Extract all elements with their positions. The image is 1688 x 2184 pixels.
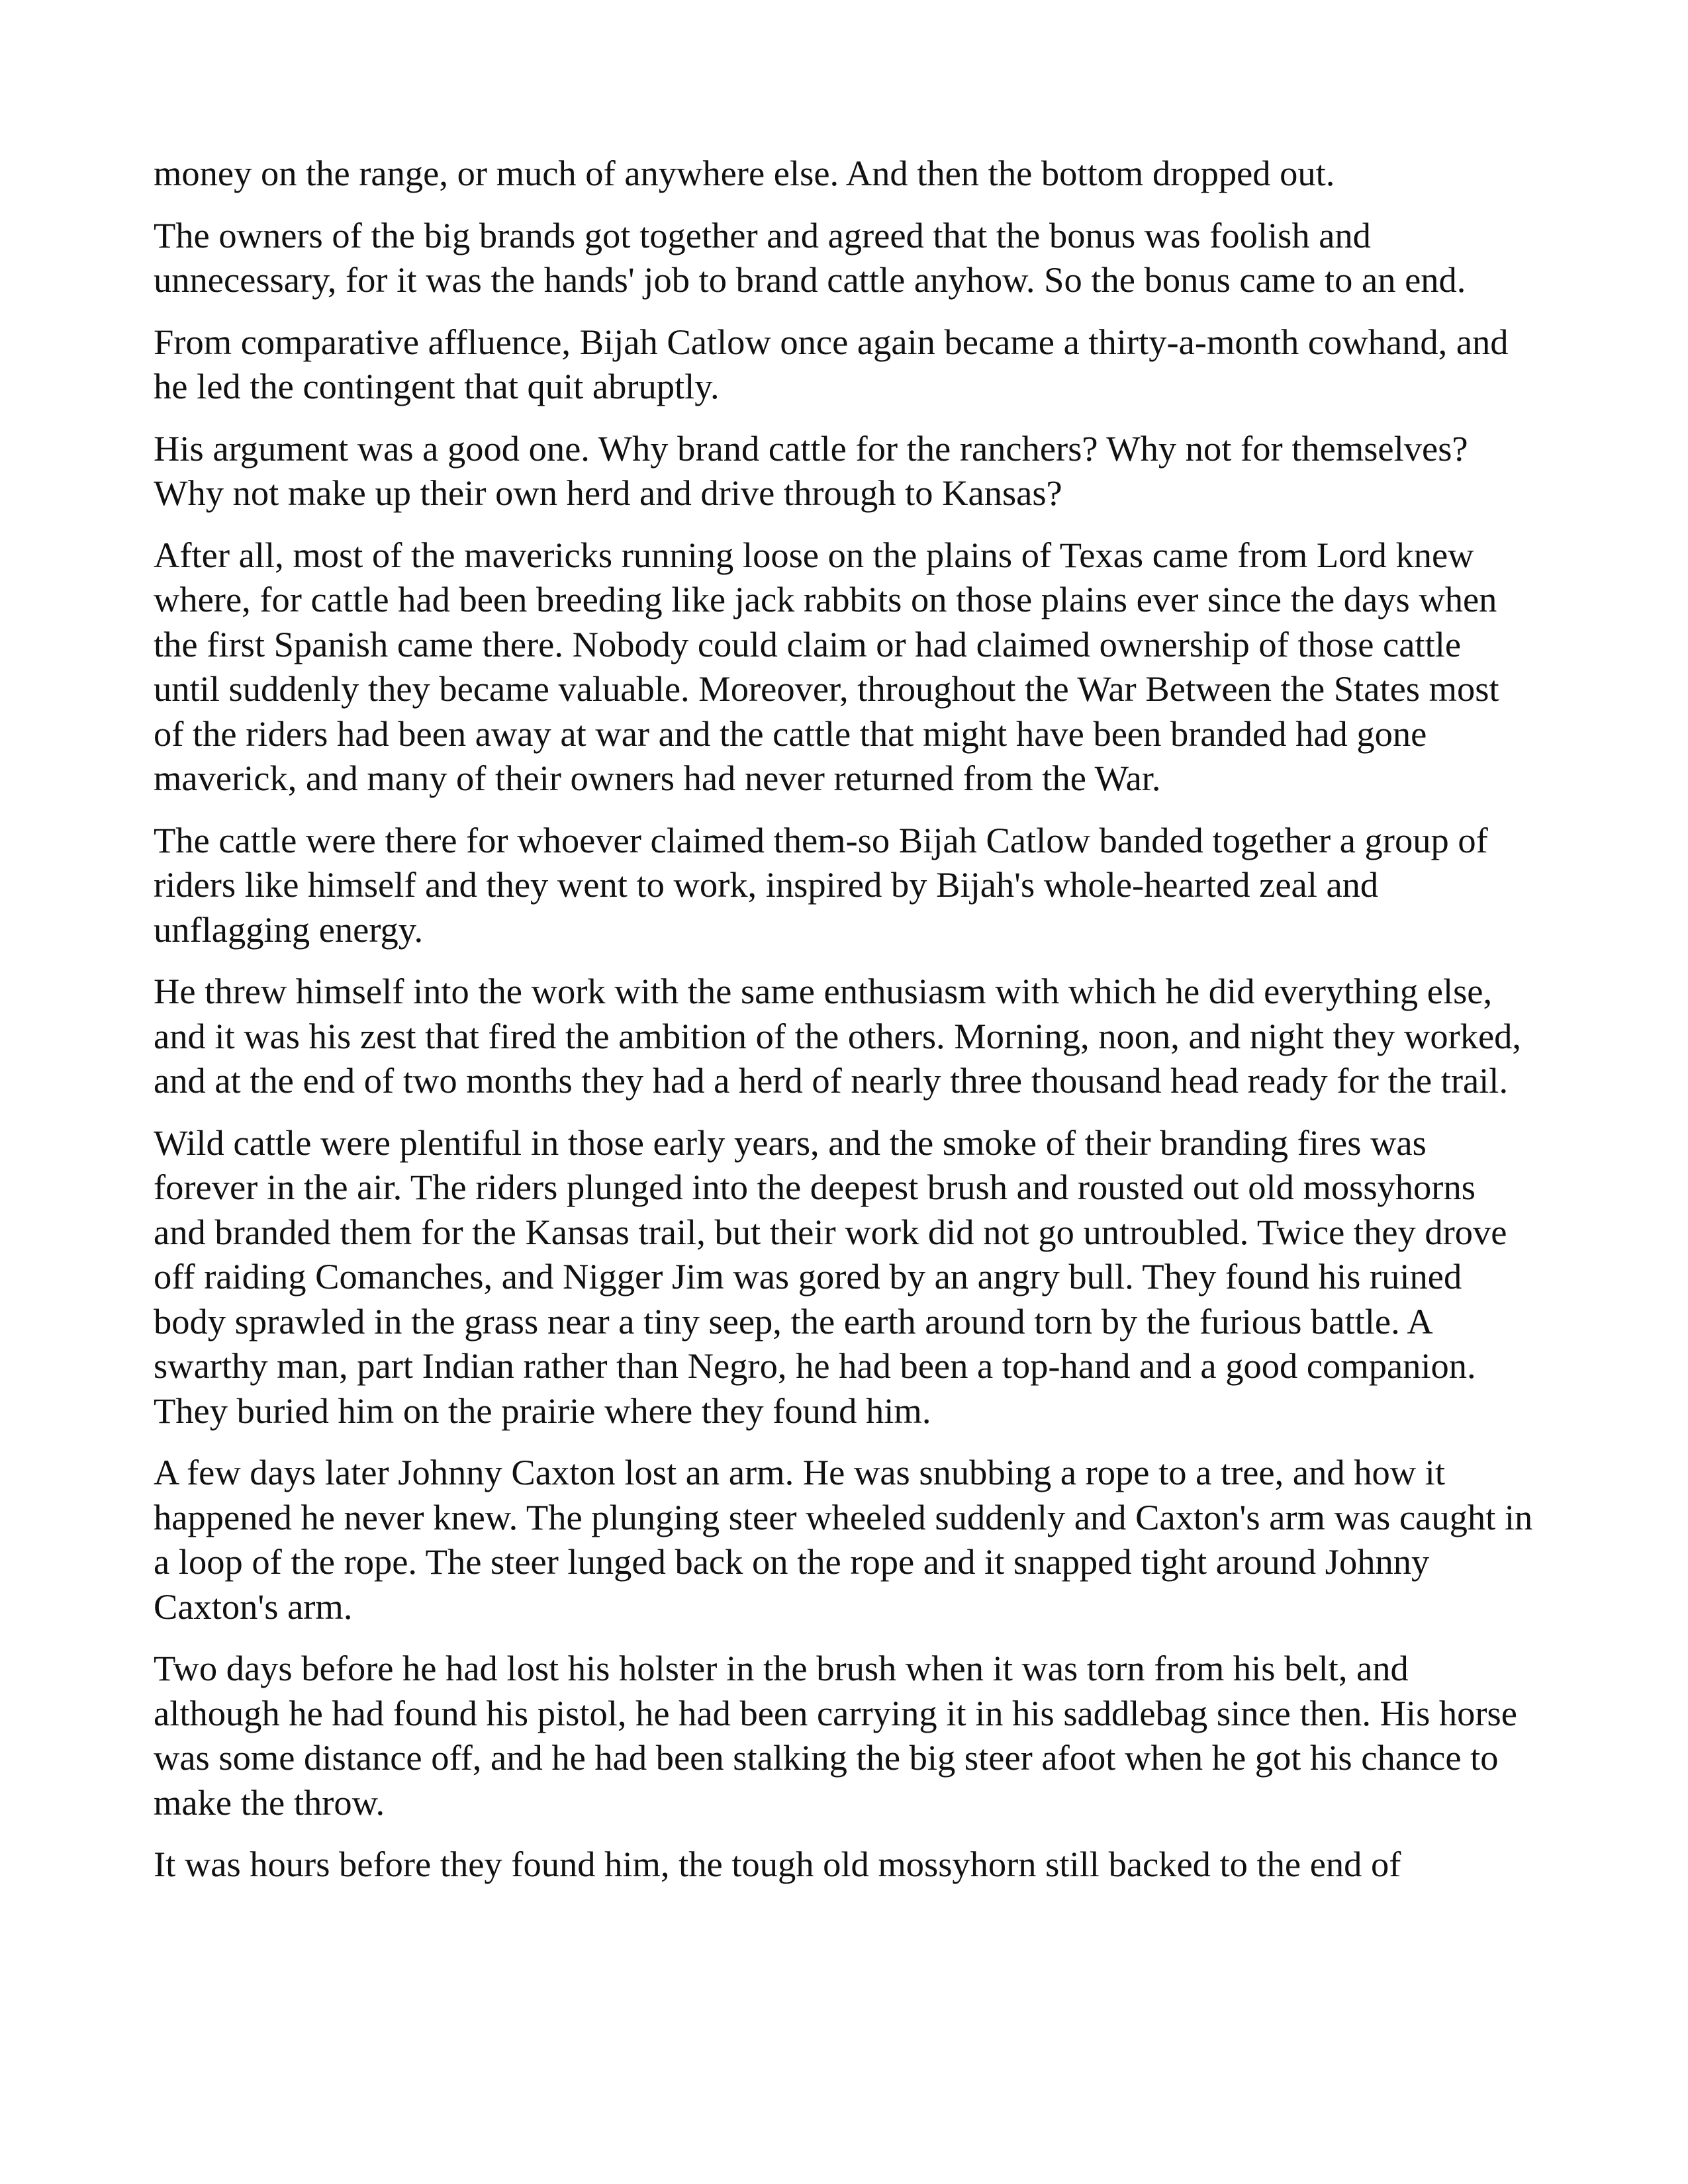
paragraph-5: After all, most of the mavericks running loose on the plains of Texas came from Lord knew where, for cattle had been breeding like jack rabbits on those plains ever since the days when the first Spanish came there. Nobody could claim or had claimed ownership of those cattle until suddenly they became valuable. Moreover, throughout the War Between the States most of the riders had been away at war and the cattle that might have been branded had gone maverick, and many of their owners had never returned from the War. [154, 534, 1499, 798]
paragraph-3: From comparative affluence, Bijah Catlow once again became a thirty-a-month cowhand, and he led the contingent that quit abruptly. [154, 321, 1509, 406]
paragraph-4: His argument was a good one. Why brand cattle for the ranchers? Why not for themselves? Why not make up their own herd and drive through to Kansas? [154, 428, 1468, 513]
paragraph-10: Two days before he had lost his holster in the brush when it was torn from his belt, and although he had found his pistol, he had been carrying it in his saddlebag since then. His horse was some distance off, and he had been stalking the big steer afoot when he got his chance to make the throw. [154, 1648, 1517, 1823]
paragraph-8: Wild cattle were plentiful in those early years, and the smoke of their branding fires was forever in the air. The riders plunged into the deepest brush and rousted out old mossyhorns and branded them for the Kansas trail, but their work did not go untroubled. Twice they drove off raiding Comanches, and Nigger Jim was gored by an angry bull. They found his ruined body sprawled in the grass near a tiny seep, the earth around torn by the furious battle. A swarthy man, part Indian rather than Negro, he had been a top-hand and a good companion. They buried him on the prairie where they found him. [154, 1122, 1507, 1431]
paragraph-11: It was hours before they found him, the tough old mossyhorn still backed to the end of [154, 1844, 1401, 1884]
body-text [154, 151, 1534, 1904]
paragraph-9: A few days later Johnny Caxton lost an arm. He was snubbing a rope to a tree, and how it happened he never knew. The plunging steer wheeled suddenly and Caxton's arm was caught in a loop of the rope. The steer lunged back on the rope and it snapped tight around Johnny Caxton's arm. [154, 1452, 1533, 1627]
paragraph-2: The owners of the big brands got together and agreed that the bonus was foolish and unnecessary, for it was the hands' job to brand cattle anyhow. So the bonus came to an end. [154, 214, 1466, 300]
paragraph-7: He threw himself into the work with the same enthusiasm with which he did everything else, and it was his zest that fired the ambition of the others. Morning, noon, and night they worked, and at the end of two months they had a herd of nearly three thousand head ready for the trail. [154, 971, 1522, 1101]
paragraph-6: The cattle were there for whoever claimed them-so Bijah Catlow banded together a group of riders like himself and they went to work, inspired by Bijah's whole-hearted zeal and unflagging energy. [154, 819, 1488, 950]
paragraph-1: money on the range, or much of anywhere else. And then the bottom dropped out. [154, 153, 1335, 193]
